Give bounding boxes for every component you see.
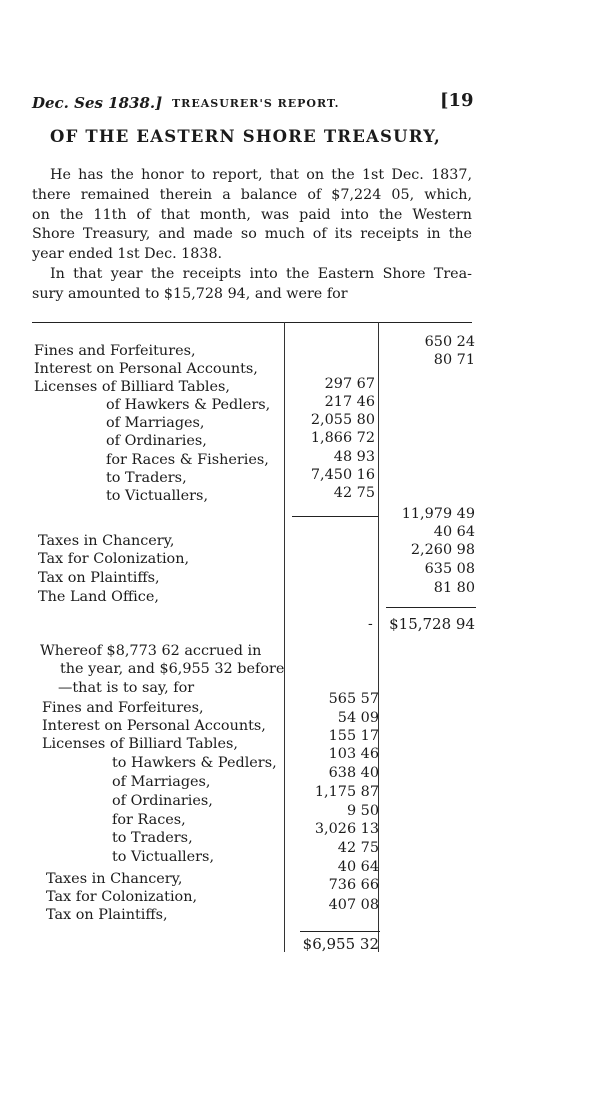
receipt-amount: 635 08 <box>424 561 475 577</box>
whereof-label: Tax on Plaintiffs, <box>46 907 168 923</box>
receipt-label: Interest on Personal Accounts, <box>34 361 258 377</box>
section-heading: OF THE EASTERN SHORE TREASURY, <box>50 127 441 146</box>
whereof-label: Tax for Colonization, <box>46 889 198 905</box>
license-amount: 297 67 <box>324 376 375 392</box>
license-amount: 48 93 <box>333 449 375 465</box>
receipt-label: Tax on Plaintiffs, <box>38 570 160 586</box>
running-head-left-text: Dec. Ses 1838.] <box>32 94 163 112</box>
receipt-label: of Ordinaries, <box>106 433 207 449</box>
whereof-amount: 42 75 <box>337 840 379 856</box>
receipt-amount: 40 64 <box>433 524 475 540</box>
receipt-label: Fines and Forfeitures, <box>34 343 196 359</box>
whereof-label: Licenses of Billiard Tables, <box>42 736 239 752</box>
receipt-label: to Traders, <box>106 470 187 486</box>
grand-total: $15,728 94 <box>389 615 475 633</box>
receipt-label: for Races & Fisheries, <box>106 452 269 468</box>
whereof-total: $6,955 32 <box>302 935 379 953</box>
report-paragraph-1 <box>32 166 472 265</box>
table-top-rule <box>32 322 472 323</box>
leader-dash: - <box>368 616 373 632</box>
receipt-label: Licenses of Billiard Tables, <box>34 379 231 395</box>
column-divider-left <box>284 322 285 952</box>
whereof-amount: 103 46 <box>328 746 379 762</box>
paragraph-line: on the 11th of that month, was paid into the Western <box>32 206 472 223</box>
whereof-label: Fines and Forfeitures, <box>42 700 204 716</box>
whereof-label: of Marriages, <box>112 774 211 790</box>
whereof-label: of Ordinaries, <box>112 793 213 809</box>
running-head-left <box>32 94 162 112</box>
receipt-amount: 2,260 98 <box>410 542 475 558</box>
license-amount: 1,866 72 <box>310 430 375 446</box>
receipt-amount: 81 80 <box>433 580 475 596</box>
whereof-amount: 40 64 <box>337 859 379 875</box>
grand-total-rule <box>386 607 476 608</box>
whereof-label: to Victuallers, <box>112 849 215 865</box>
whereof-label: Interest on Personal Accounts, <box>42 718 266 734</box>
whereof-label: for Races, <box>112 812 186 828</box>
receipt-amount: 80 71 <box>433 352 475 368</box>
paragraph-line: there remained therein a balance of $7,224 05, which, <box>32 186 472 203</box>
license-amount: 42 75 <box>333 485 375 501</box>
receipt-label: to Victuallers, <box>106 488 209 504</box>
whereof-amount: 638 40 <box>328 765 379 781</box>
receipt-label: Tax for Colonization, <box>38 551 190 567</box>
page-number: [19 <box>440 90 474 111</box>
report-paragraph-2 <box>32 265 472 305</box>
whereof-amount: 9 50 <box>346 803 379 819</box>
receipt-amount: 650 24 <box>424 334 475 350</box>
whereof-amount: 736 66 <box>328 877 379 893</box>
license-amount: 217 46 <box>324 394 375 410</box>
license-amount: 2,055 80 <box>310 412 375 428</box>
receipt-label: of Marriages, <box>106 415 205 431</box>
whereof-amount: 54 09 <box>337 710 379 726</box>
license-amount: 7,450 16 <box>310 467 375 483</box>
whereof-amount: 565 57 <box>328 691 379 707</box>
receipt-label: of Hawkers & Pedlers, <box>106 397 271 413</box>
paragraph-line: sury amounted to $15,728 94, and were for <box>32 285 348 302</box>
subtotal-rule <box>292 516 378 517</box>
whereof-amount: 407 08 <box>328 897 379 913</box>
receipt-label: The Land Office, <box>38 589 159 605</box>
paragraph-line: He has the honor to report, that on the 1st Dec. 1837, <box>50 167 472 183</box>
whereof-amount: 3,026 13 <box>314 821 379 837</box>
whereof-amount: 1,175 87 <box>314 784 379 800</box>
whereof-label: to Hawkers & Pedlers, <box>112 755 277 771</box>
whereof-label: to Traders, <box>112 830 193 846</box>
whereof-intro-line: —that is to say, for <box>58 680 195 696</box>
whereof-label: Taxes in Chancery, <box>46 871 183 887</box>
whereof-intro-line: the year, and $6,955 32 before <box>60 661 285 677</box>
paragraph-line: In that year the receipts into the Eastern Shore Trea- <box>50 266 472 282</box>
running-head-center: TREASURER'S REPORT. <box>172 97 340 110</box>
whereof-intro-line: Whereof $8,773 62 accrued in <box>40 643 262 659</box>
whereof-amount: 155 17 <box>328 728 379 744</box>
paragraph-line: year ended 1st Dec. 1838. <box>32 246 223 263</box>
licenses-subtotal: 11,979 49 <box>401 506 475 522</box>
receipt-label: Taxes in Chancery, <box>38 533 175 549</box>
whereof-total-rule <box>300 931 380 932</box>
paragraph-line: Shore Treasury, and made so much of its receipts in the <box>32 226 472 243</box>
